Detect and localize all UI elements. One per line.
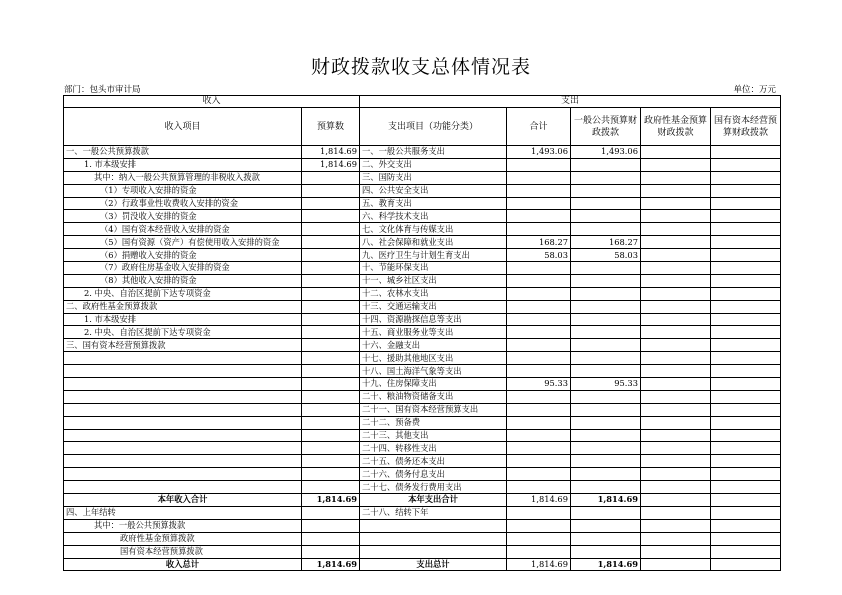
state-capital-value bbox=[711, 416, 781, 429]
general-budget-value bbox=[571, 506, 641, 519]
general-budget-value bbox=[571, 455, 641, 468]
budget-value bbox=[302, 287, 360, 300]
budget-value bbox=[302, 545, 360, 558]
state-capital-value bbox=[711, 519, 781, 532]
total-value bbox=[507, 158, 571, 171]
budget-value bbox=[302, 236, 360, 249]
income-item: （6）捐赠收入安排的资金 bbox=[64, 249, 302, 262]
gov-fund-value bbox=[641, 378, 711, 391]
state-capital-value bbox=[711, 442, 781, 455]
total-general: 1,814.69 bbox=[571, 494, 641, 507]
table-row bbox=[64, 468, 781, 481]
gov-fund-value bbox=[641, 455, 711, 468]
table-row bbox=[64, 429, 781, 442]
general-budget-value bbox=[571, 184, 641, 197]
expense-item: 十二、农林水支出 bbox=[360, 287, 507, 300]
table-row bbox=[64, 365, 781, 378]
general-budget-value: 1,493.06 bbox=[571, 146, 641, 159]
fiscal-table bbox=[63, 95, 781, 571]
gov-fund-value bbox=[641, 468, 711, 481]
state-capital-value bbox=[711, 158, 781, 171]
state-capital-value bbox=[711, 236, 781, 249]
total-value bbox=[507, 429, 571, 442]
income-item: 2. 中央、自治区提前下达专项资金 bbox=[64, 326, 302, 339]
total-budget: 1,814.69 bbox=[302, 558, 360, 571]
state-capital-value bbox=[711, 429, 781, 442]
page-title: 财政拨款收支总体情况表 bbox=[310, 56, 531, 78]
expense-item: 九、医疗卫生与计划生育支出 bbox=[360, 249, 507, 262]
general-budget-value bbox=[571, 429, 641, 442]
state-capital-value bbox=[711, 545, 781, 558]
expense-header: 支出 bbox=[360, 96, 781, 108]
budget-value bbox=[302, 210, 360, 223]
state-capital-value bbox=[711, 313, 781, 326]
general-budget-value bbox=[571, 519, 641, 532]
expense-item: 十五、商业服务业等支出 bbox=[360, 326, 507, 339]
expense-item: 十一、城乡社区支出 bbox=[360, 274, 507, 287]
expense-item: 二、外交支出 bbox=[360, 158, 507, 171]
state-capital-value bbox=[711, 378, 781, 391]
budget-value bbox=[302, 184, 360, 197]
total-budget: 1,814.69 bbox=[302, 494, 360, 507]
budget-value bbox=[302, 468, 360, 481]
income-item: （2）行政事业性收费收入安排的资金 bbox=[64, 197, 302, 210]
table-row bbox=[64, 326, 781, 339]
gov-fund-value bbox=[641, 274, 711, 287]
table-row bbox=[64, 262, 781, 275]
expense-item-header: 支出项目（功能分类） bbox=[360, 108, 507, 146]
income-item: 一、一般公共预算拨款 bbox=[64, 146, 302, 159]
gov-fund-value bbox=[641, 545, 711, 558]
state-capital-value bbox=[711, 249, 781, 262]
expense-item: 二十、粮油物资储备支出 bbox=[360, 390, 507, 403]
total-expense-label: 支出总计 bbox=[360, 558, 507, 571]
expense-item: 十七、援助其他地区支出 bbox=[360, 352, 507, 365]
state-capital-value bbox=[711, 210, 781, 223]
total-value bbox=[507, 313, 571, 326]
carry-row bbox=[64, 545, 781, 558]
state-capital-value bbox=[711, 197, 781, 210]
carry-row bbox=[64, 519, 781, 532]
expense-item bbox=[360, 545, 507, 558]
budget-value bbox=[302, 249, 360, 262]
total-value bbox=[507, 519, 571, 532]
gov-fund-value bbox=[641, 403, 711, 416]
budget-value bbox=[302, 274, 360, 287]
total-value bbox=[507, 365, 571, 378]
budget-value: 1,814.69 bbox=[302, 158, 360, 171]
gov-fund-value bbox=[641, 158, 711, 171]
income-item: 其中：纳入一般公共预算管理的非税收入拨款 bbox=[64, 171, 302, 184]
gov-fund-value bbox=[641, 390, 711, 403]
general-budget-value bbox=[571, 532, 641, 545]
budget-value bbox=[302, 378, 360, 391]
gov-fund-value bbox=[641, 184, 711, 197]
state-capital-value bbox=[711, 287, 781, 300]
expense-item: 四、公共安全支出 bbox=[360, 184, 507, 197]
budget-value bbox=[302, 326, 360, 339]
budget-value bbox=[302, 171, 360, 184]
state-capital-value bbox=[711, 506, 781, 519]
income-item: 政府性基金预算拨款 bbox=[64, 532, 302, 545]
total-value bbox=[507, 390, 571, 403]
state-capital-value bbox=[711, 274, 781, 287]
department-label: 部门：包头市审计局 bbox=[64, 85, 141, 95]
income-item: 1. 市本级安排 bbox=[64, 158, 302, 171]
expense-item: 二十一、国有资本经营预算支出 bbox=[360, 403, 507, 416]
expense-item bbox=[360, 532, 507, 545]
budget-value bbox=[302, 429, 360, 442]
total-gov-fund bbox=[641, 494, 711, 507]
table-row bbox=[64, 249, 781, 262]
total-sum: 1,814.69 bbox=[507, 494, 571, 507]
general-budget-value bbox=[571, 403, 641, 416]
state-capital-value bbox=[711, 403, 781, 416]
general-budget-value bbox=[571, 390, 641, 403]
gov-fund-value bbox=[641, 442, 711, 455]
total-value bbox=[507, 468, 571, 481]
table-row bbox=[64, 197, 781, 210]
income-item bbox=[64, 403, 302, 416]
table-row bbox=[64, 403, 781, 416]
income-item: 四、上年结转 bbox=[64, 506, 302, 519]
expense-item: 十六、金融支出 bbox=[360, 339, 507, 352]
income-item bbox=[64, 442, 302, 455]
expense-item: 二十四、转移性支出 bbox=[360, 442, 507, 455]
gov-fund-value bbox=[641, 300, 711, 313]
total-value bbox=[507, 416, 571, 429]
total-label: 收入总计 bbox=[64, 558, 302, 571]
general-budget-value bbox=[571, 313, 641, 326]
total-value bbox=[507, 545, 571, 558]
budget-value bbox=[302, 519, 360, 532]
total-value bbox=[507, 171, 571, 184]
gov-fund-value bbox=[641, 223, 711, 236]
expense-item: 二十六、债务付息支出 bbox=[360, 468, 507, 481]
expense-item: 二十五、债务还本支出 bbox=[360, 455, 507, 468]
gov-fund-value bbox=[641, 287, 711, 300]
total-value bbox=[507, 287, 571, 300]
expense-item: 二十七、债务发行费用支出 bbox=[360, 481, 507, 494]
general-budget-value bbox=[571, 287, 641, 300]
table-row bbox=[64, 158, 781, 171]
table-row bbox=[64, 210, 781, 223]
total-value bbox=[507, 403, 571, 416]
table-row bbox=[64, 390, 781, 403]
state-capital-value bbox=[711, 468, 781, 481]
income-item: 其中：一般公共预算拨款 bbox=[64, 519, 302, 532]
income-header: 收入 bbox=[64, 96, 360, 108]
income-item: （8）其他收入安排的资金 bbox=[64, 274, 302, 287]
general-budget-value bbox=[571, 339, 641, 352]
total-value bbox=[507, 326, 571, 339]
state-capital-value bbox=[711, 262, 781, 275]
total-gov-fund bbox=[641, 558, 711, 571]
general-budget-value bbox=[571, 442, 641, 455]
state-capital-value bbox=[711, 146, 781, 159]
budget-value bbox=[302, 365, 360, 378]
general-budget-value bbox=[571, 158, 641, 171]
total-state-capital bbox=[711, 494, 781, 507]
general-budget-value bbox=[571, 365, 641, 378]
state-capital-value bbox=[711, 184, 781, 197]
income-item: （1）专项收入安排的资金 bbox=[64, 184, 302, 197]
income-item: 1. 市本级安排 bbox=[64, 313, 302, 326]
budget-value bbox=[302, 416, 360, 429]
income-item: （4）国有资本经营收入安排的资金 bbox=[64, 223, 302, 236]
table-row bbox=[64, 236, 781, 249]
gov-fund-value bbox=[641, 352, 711, 365]
general-budget-value bbox=[571, 326, 641, 339]
total-value bbox=[507, 352, 571, 365]
budget-value bbox=[302, 262, 360, 275]
state-capital-value bbox=[711, 365, 781, 378]
total-value bbox=[507, 300, 571, 313]
gov-fund-value bbox=[641, 197, 711, 210]
budget-header: 预算数 bbox=[302, 108, 360, 146]
general-budget-value bbox=[571, 262, 641, 275]
table-row bbox=[64, 442, 781, 455]
general-budget-value bbox=[571, 481, 641, 494]
total-value bbox=[507, 506, 571, 519]
state-capital-value bbox=[711, 223, 781, 236]
total-value bbox=[507, 262, 571, 275]
expense-item: 七、文化体育与传媒支出 bbox=[360, 223, 507, 236]
general-budget-value: 168.27 bbox=[571, 236, 641, 249]
general-budget-value: 58.03 bbox=[571, 249, 641, 262]
gov-fund-header: 政府性基金预算财政拨款 bbox=[641, 108, 711, 146]
income-item: （5）国有资源（资产）有偿使用收入安排的资金 bbox=[64, 236, 302, 249]
general-budget-header: 一般公共预算财政拨款 bbox=[571, 108, 641, 146]
income-item: （3）罚没收入安排的资金 bbox=[64, 210, 302, 223]
total-sum: 1,814.69 bbox=[507, 558, 571, 571]
budget-value bbox=[302, 403, 360, 416]
carry-row bbox=[64, 532, 781, 545]
budget-value bbox=[302, 352, 360, 365]
gov-fund-value bbox=[641, 532, 711, 545]
total-value bbox=[507, 481, 571, 494]
budget-value bbox=[302, 506, 360, 519]
expense-item: 六、科学技术支出 bbox=[360, 210, 507, 223]
income-item bbox=[64, 481, 302, 494]
total-value: 1,493.06 bbox=[507, 146, 571, 159]
table-row bbox=[64, 352, 781, 365]
expense-item bbox=[360, 519, 507, 532]
table-row bbox=[64, 146, 781, 159]
general-budget-value bbox=[571, 274, 641, 287]
income-item bbox=[64, 455, 302, 468]
income-item bbox=[64, 352, 302, 365]
budget-value bbox=[302, 313, 360, 326]
budget-value bbox=[302, 197, 360, 210]
general-budget-value bbox=[571, 171, 641, 184]
table-row bbox=[64, 171, 781, 184]
total-value bbox=[507, 223, 571, 236]
general-budget-value bbox=[571, 210, 641, 223]
expense-item: 二十八、结转下年 bbox=[360, 506, 507, 519]
income-item bbox=[64, 416, 302, 429]
table-row bbox=[64, 481, 781, 494]
table-row bbox=[64, 455, 781, 468]
carry-row bbox=[64, 506, 781, 519]
expense-item: 十、节能环保支出 bbox=[360, 262, 507, 275]
total-expense-label: 本年支出合计 bbox=[360, 494, 507, 507]
gov-fund-value bbox=[641, 429, 711, 442]
expense-item: 八、社会保障和就业支出 bbox=[360, 236, 507, 249]
total-value bbox=[507, 210, 571, 223]
total-header: 合计 bbox=[507, 108, 571, 146]
income-item: 2. 中央、自治区提前下达专项资金 bbox=[64, 287, 302, 300]
expense-item: 二十三、其他支出 bbox=[360, 429, 507, 442]
expense-item: 五、教育支出 bbox=[360, 197, 507, 210]
income-item bbox=[64, 429, 302, 442]
state-capital-value bbox=[711, 339, 781, 352]
year-total-row bbox=[64, 494, 781, 507]
grand-total-row bbox=[64, 558, 781, 571]
gov-fund-value bbox=[641, 146, 711, 159]
gov-fund-value bbox=[641, 519, 711, 532]
gov-fund-value bbox=[641, 481, 711, 494]
state-capital-value bbox=[711, 455, 781, 468]
expense-item: 十八、国土海洋气象等支出 bbox=[360, 365, 507, 378]
income-item bbox=[64, 390, 302, 403]
table-row bbox=[64, 339, 781, 352]
total-value bbox=[507, 532, 571, 545]
budget-value bbox=[302, 339, 360, 352]
budget-value bbox=[302, 223, 360, 236]
table-row bbox=[64, 416, 781, 429]
expense-item: 十四、资源勘探信息等支出 bbox=[360, 313, 507, 326]
gov-fund-value bbox=[641, 171, 711, 184]
table-row bbox=[64, 287, 781, 300]
total-value: 168.27 bbox=[507, 236, 571, 249]
budget-value: 1,814.69 bbox=[302, 146, 360, 159]
total-value bbox=[507, 184, 571, 197]
income-item: 国有资本经营预算拨款 bbox=[64, 545, 302, 558]
expense-item: 一、一般公共服务支出 bbox=[360, 146, 507, 159]
budget-value bbox=[302, 442, 360, 455]
general-budget-value: 95.33 bbox=[571, 378, 641, 391]
gov-fund-value bbox=[641, 210, 711, 223]
gov-fund-value bbox=[641, 506, 711, 519]
state-capital-value bbox=[711, 300, 781, 313]
state-capital-value bbox=[711, 390, 781, 403]
budget-value bbox=[302, 455, 360, 468]
table-row bbox=[64, 223, 781, 236]
income-item bbox=[64, 378, 302, 391]
general-budget-value bbox=[571, 223, 641, 236]
table-row bbox=[64, 378, 781, 391]
total-general: 1,814.69 bbox=[571, 558, 641, 571]
state-capital-value bbox=[711, 481, 781, 494]
table-row bbox=[64, 274, 781, 287]
unit-label: 单位：万元 bbox=[733, 85, 776, 95]
total-value bbox=[507, 442, 571, 455]
total-value bbox=[507, 274, 571, 287]
total-label: 本年收入合计 bbox=[64, 494, 302, 507]
general-budget-value bbox=[571, 300, 641, 313]
income-item-header: 收入项目 bbox=[64, 108, 302, 146]
gov-fund-value bbox=[641, 313, 711, 326]
state-capital-value bbox=[711, 532, 781, 545]
total-value: 95.33 bbox=[507, 378, 571, 391]
gov-fund-value bbox=[641, 416, 711, 429]
income-item: 三、国有资本经营预算拨款 bbox=[64, 339, 302, 352]
gov-fund-value bbox=[641, 262, 711, 275]
gov-fund-value bbox=[641, 326, 711, 339]
expense-item: 十三、交通运输支出 bbox=[360, 300, 507, 313]
table-row bbox=[64, 300, 781, 313]
state-capital-value bbox=[711, 171, 781, 184]
income-item: 二、政府性基金预算拨款 bbox=[64, 300, 302, 313]
table-row bbox=[64, 313, 781, 326]
income-item: （7）政府住房基金收入安排的资金 bbox=[64, 262, 302, 275]
state-capital-header: 国有资本经营预算财政拨款 bbox=[711, 108, 781, 146]
budget-value bbox=[302, 300, 360, 313]
general-budget-value bbox=[571, 352, 641, 365]
state-capital-value bbox=[711, 352, 781, 365]
total-value: 58.03 bbox=[507, 249, 571, 262]
state-capital-value bbox=[711, 326, 781, 339]
general-budget-value bbox=[571, 416, 641, 429]
budget-value bbox=[302, 481, 360, 494]
budget-value bbox=[302, 390, 360, 403]
expense-item: 三、国防支出 bbox=[360, 171, 507, 184]
gov-fund-value bbox=[641, 249, 711, 262]
total-value bbox=[507, 197, 571, 210]
gov-fund-value bbox=[641, 339, 711, 352]
gov-fund-value bbox=[641, 236, 711, 249]
total-value bbox=[507, 339, 571, 352]
table-row bbox=[64, 184, 781, 197]
income-item bbox=[64, 365, 302, 378]
general-budget-value bbox=[571, 545, 641, 558]
expense-item: 二十二、预备费 bbox=[360, 416, 507, 429]
expense-item: 十九、住房保障支出 bbox=[360, 378, 507, 391]
general-budget-value bbox=[571, 197, 641, 210]
gov-fund-value bbox=[641, 365, 711, 378]
total-value bbox=[507, 455, 571, 468]
general-budget-value bbox=[571, 468, 641, 481]
total-state-capital bbox=[711, 558, 781, 571]
budget-value bbox=[302, 532, 360, 545]
income-item bbox=[64, 468, 302, 481]
